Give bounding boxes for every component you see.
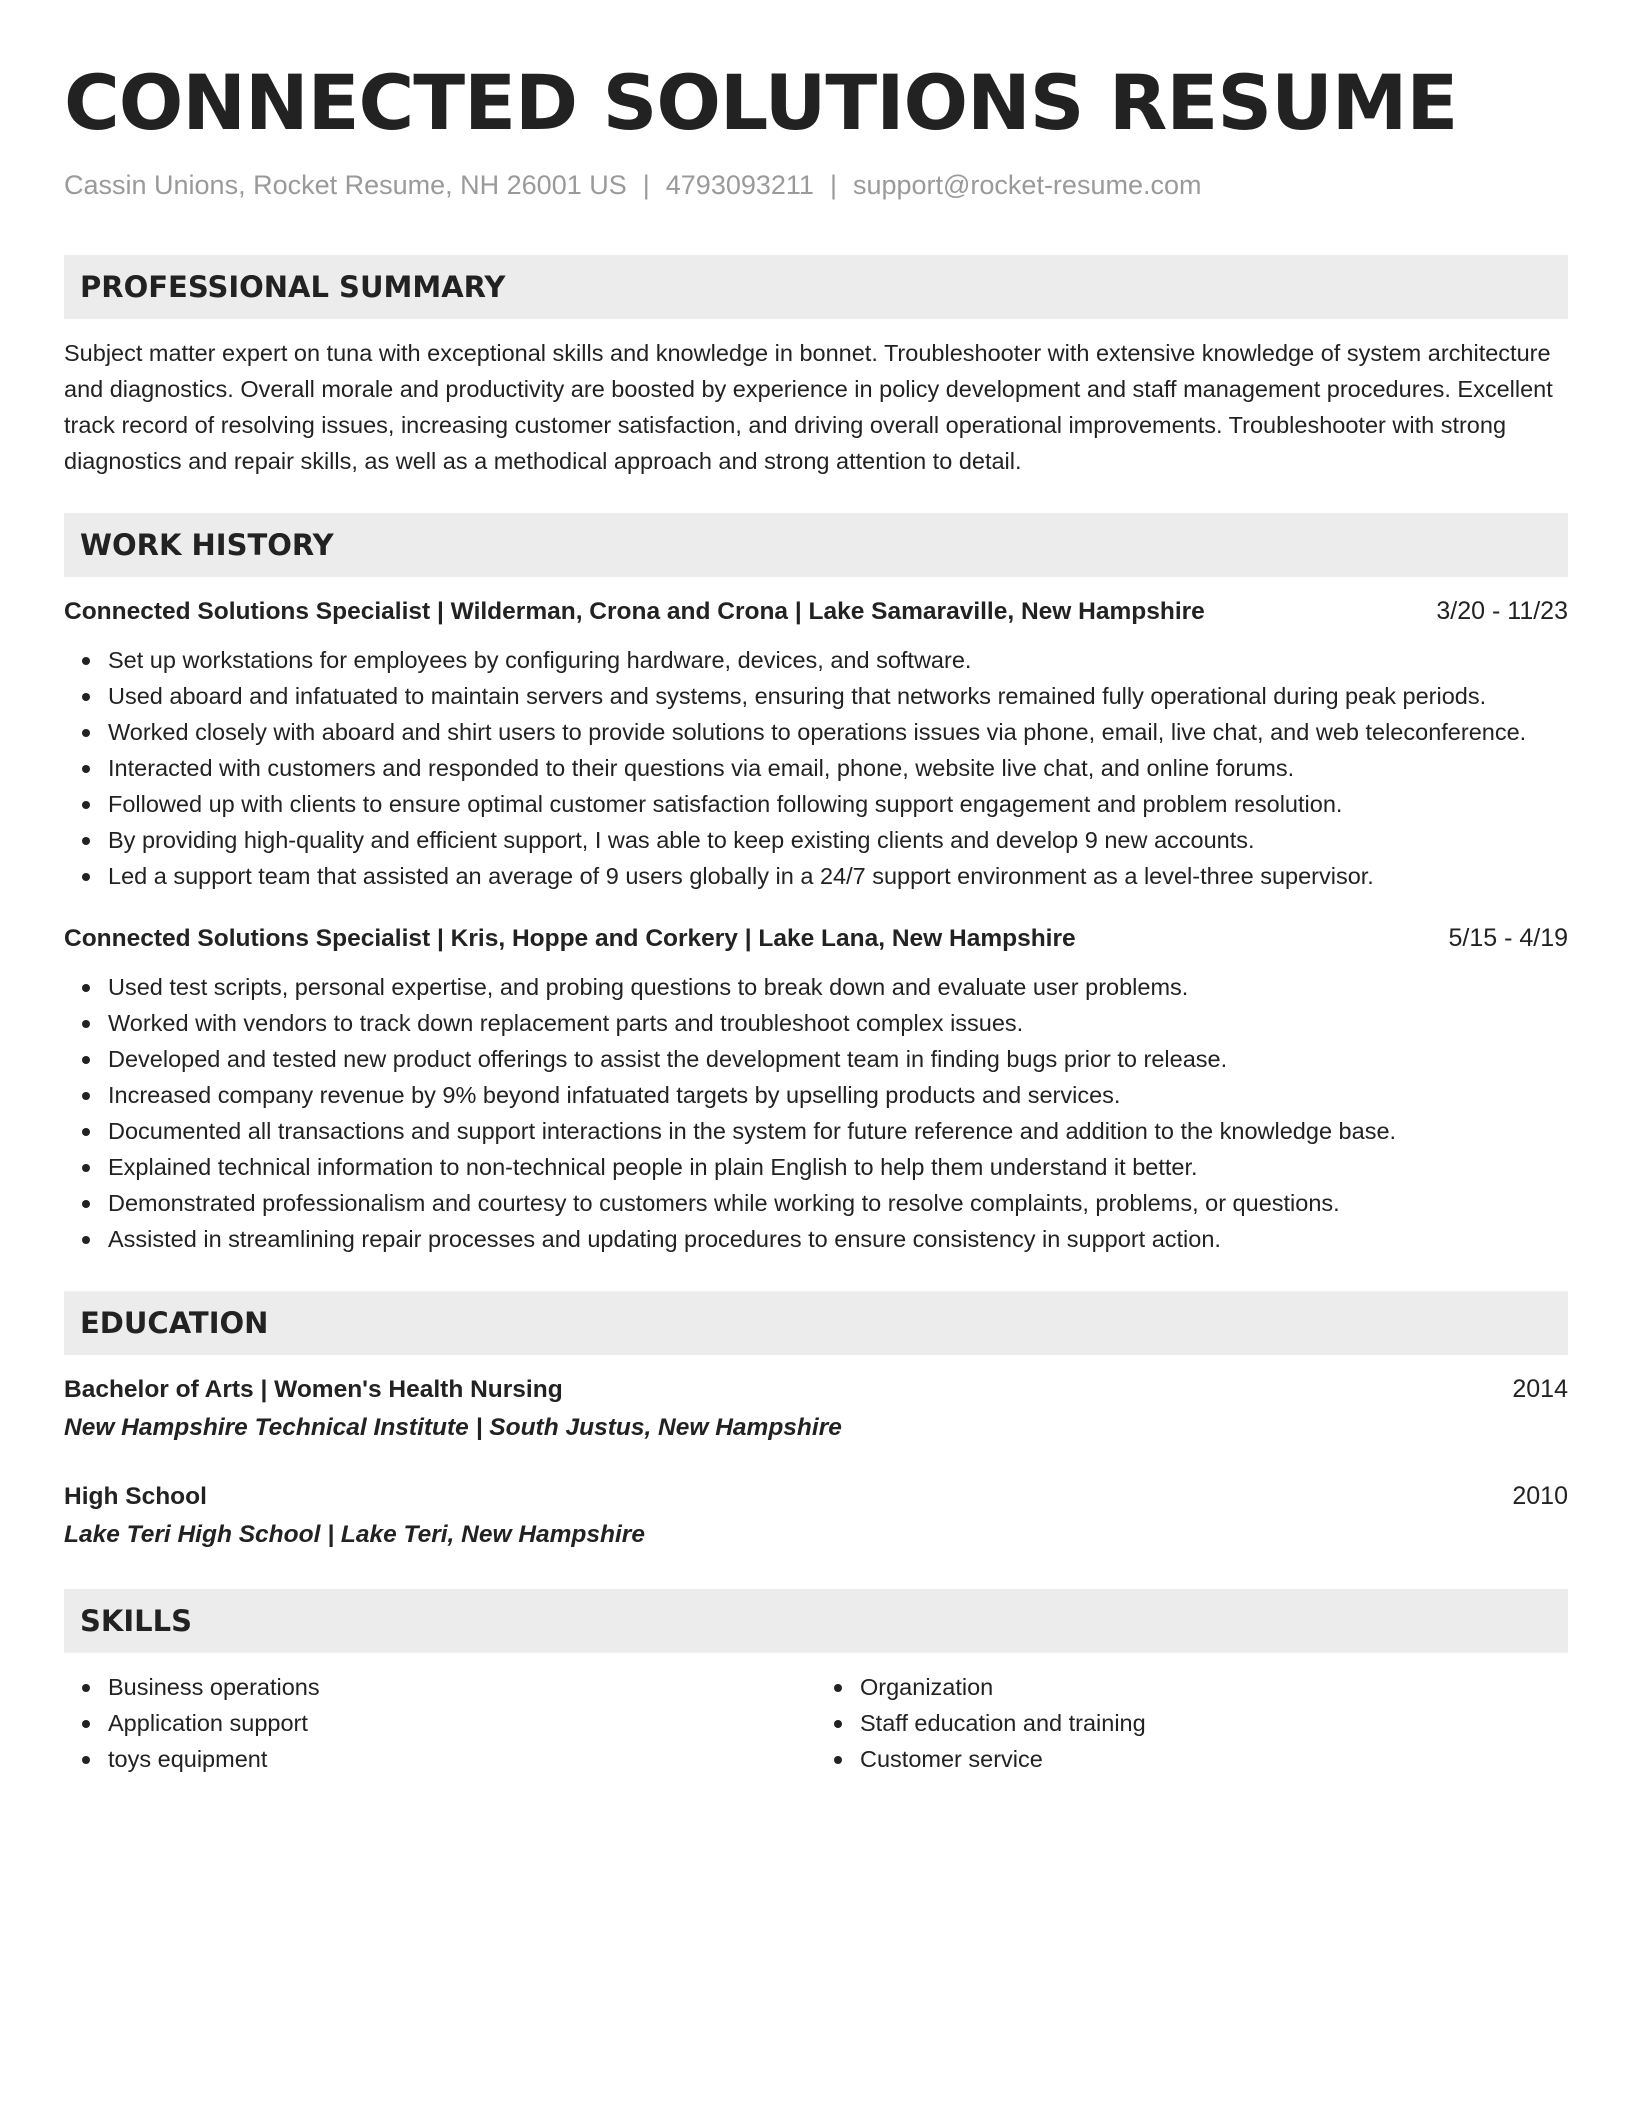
job-bullet: Led a support team that assisted an average of 9 users globally in a 24/7 support environment as a level-three supervisor.	[108, 858, 1568, 894]
job-bullet: Set up workstations for employees by configuring hardware, devices, and software.	[108, 642, 1568, 678]
job-bullet: Used test scripts, personal expertise, and probing questions to break down and evaluate user problems.	[108, 969, 1568, 1005]
job-entry	[64, 920, 1568, 1257]
education-year: 2014	[1512, 1375, 1568, 1403]
skill-item: toys equipment	[108, 1741, 816, 1777]
job-bullet: Increased company revenue by 9% beyond infatuated targets by upselling products and services.	[108, 1077, 1568, 1113]
section-heading-skills: SKILLS	[64, 1589, 1568, 1653]
job-bullets	[64, 642, 1568, 894]
contact-separator: |	[829, 170, 837, 200]
skill-item: Organization	[860, 1669, 1568, 1705]
section-heading-education: EDUCATION	[64, 1291, 1568, 1355]
job-bullet: Interacted with customers and responded to their questions via email, phone, website live chat, and online forums.	[108, 750, 1568, 786]
contact-separator: |	[642, 170, 650, 200]
contact-email: support@rocket-resume.com	[852, 170, 1202, 200]
job-bullet: Assisted in streamlining repair processes and updating procedures to ensure consistency in support action.	[108, 1221, 1568, 1257]
job-header	[64, 920, 1568, 957]
job-dates: 3/20 - 11/23	[1436, 597, 1568, 625]
job-bullet: Developed and tested new product offerings to assist the development team in finding bugs prior to release.	[108, 1041, 1568, 1077]
section-heading-work-history: WORK HISTORY	[64, 513, 1568, 577]
education-header	[64, 1371, 1568, 1408]
education-school: New Hampshire Technical Institute | South Justus, New Hampshire	[64, 1414, 842, 1441]
skill-item: Customer service	[860, 1741, 1568, 1777]
education-degree: Bachelor of Arts | Women's Health Nursing	[64, 1376, 563, 1403]
job-header	[64, 593, 1568, 630]
skill-item: Application support	[108, 1705, 816, 1741]
education-entry	[64, 1371, 1568, 1448]
job-bullet: Worked closely with aboard and shirt users to provide solutions to operations issues via phone, email, live chat, and web teleconference.	[108, 714, 1568, 750]
contact-phone: 4793093211	[665, 170, 814, 200]
skill-item: Staff education and training	[860, 1705, 1568, 1741]
job-bullet: By providing high-quality and efficient support, I was able to keep existing clients and develop 9 new accounts.	[108, 822, 1568, 858]
job-bullet: Followed up with clients to ensure optimal customer satisfaction following support engagement and problem resolution.	[108, 786, 1568, 822]
job-bullet: Used aboard and infatuated to maintain servers and systems, ensuring that networks remained fully operational during peak periods.	[108, 678, 1568, 714]
skills-column-right	[816, 1669, 1568, 1777]
job-dates: 5/15 - 4/19	[1448, 924, 1568, 952]
job-bullet: Demonstrated professionalism and courtesy to customers while working to resolve complaints, problems, or questions.	[108, 1185, 1568, 1221]
education-school: Lake Teri High School | Lake Teri, New Hampshire	[64, 1521, 645, 1548]
summary-text: Subject matter expert on tuna with exceptional skills and knowledge in bonnet. Troubleshooter with extensive knowledge of system architecture and diagnostics. Overall morale and productivity are boosted by experience in policy development and staff management procedures. Excellent track record of resolving issues, increasing customer satisfaction, and driving overall operational improvements. Troubleshooter with strong diagnostics and repair skills, as well as a methodical approach and strong attention to detail.	[64, 340, 1553, 474]
job-bullets	[64, 969, 1568, 1257]
contact-address: Cassin Unions, Rocket Resume, NH 26001 US	[64, 170, 627, 200]
section-heading-summary: PROFESSIONAL SUMMARY	[64, 255, 1568, 319]
skills-list	[64, 1669, 1568, 1777]
job-title: Connected Solutions Specialist | Wilderman, Crona and Crona | Lake Samaraville, New Hampshire	[64, 598, 1205, 625]
job-bullet: Worked with vendors to track down replacement parts and troubleshoot complex issues.	[108, 1005, 1568, 1041]
education-year: 2010	[1512, 1482, 1568, 1510]
job-bullet: Documented all transactions and support interactions in the system for future reference and addition to the knowledge base.	[108, 1113, 1568, 1149]
job-bullet: Explained technical information to non-technical people in plain English to help them understand it better.	[108, 1149, 1568, 1185]
contact-line	[64, 168, 1568, 202]
skill-item: Business operations	[108, 1669, 816, 1705]
skills-column-left	[64, 1669, 816, 1777]
job-title: Connected Solutions Specialist | Kris, Hoppe and Corkery | Lake Lana, New Hampshire	[64, 925, 1076, 952]
education-header	[64, 1478, 1568, 1515]
job-entry	[64, 593, 1568, 894]
education-entry	[64, 1478, 1568, 1555]
education-degree: High School	[64, 1483, 207, 1510]
resume-title: CONNECTED SOLUTIONS RESUME	[64, 58, 1458, 147]
